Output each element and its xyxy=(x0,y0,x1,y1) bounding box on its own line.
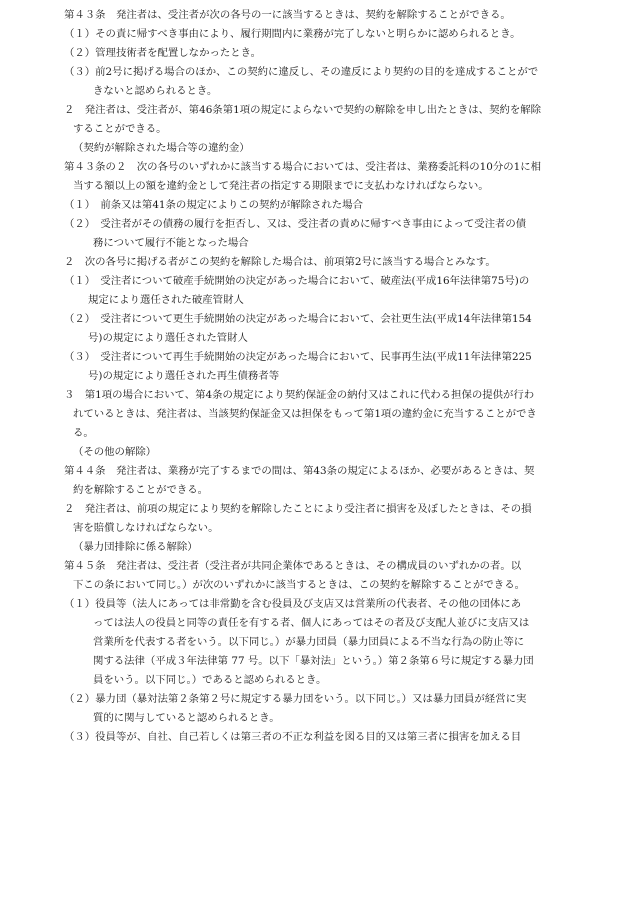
article-45-heading-cont: 下この条において同じ。）が次のいずれかに該当するときは、この契約を解除することができる。 xyxy=(73,579,525,591)
article-43-2-item-2: （２） 受注者がその債務の履行を拒否し、又は、受注者の責めに帰すべき事由によって受注者の債 xyxy=(64,218,527,230)
article-43-2-item-2-cont: 務について履行不能となった場合 xyxy=(93,237,249,249)
article-43-2-para-3-cont: れているときは、発注者は、当該契約保証金又は担保をもって第1項の違約金に充当することができ xyxy=(73,408,537,420)
article-43-2-para-2-item-2-cont: 号)の規定により選任された管財人 xyxy=(88,332,248,344)
article-44-heading: 第４４条 発注者は、業務が完了するまでの間は、第43条の規定によるほか、必要があるときは、契 xyxy=(64,465,535,477)
article-44-para-2: ２ 発注者は、前項の規定により契約を解除したことにより受注者に損害を及ぼしたときは、その損 xyxy=(64,503,532,515)
article-43-item-2: （２）管理技術者を配置しなかったとき。 xyxy=(64,47,262,59)
article-43-2-para-2-item-3: （３） 受注者について再生手続開始の決定があった場合において、民事再生法(平成11年法律第225 xyxy=(64,351,532,363)
article-43-item-3: （３）前2号に掲げる場合のほか、この契約に違反し、その違反により契約の目的を達成することがで xyxy=(64,66,539,78)
article-43-heading: 第４３条 発注者は、受注者が次の各号の一に該当するときは、契約を解除することができる。 xyxy=(64,9,511,21)
section-caption-gang-exclusion: （暴力団排除に係る解除） xyxy=(73,541,198,553)
article-45-item-1-cont-2: 営業所を代表する者をいう。以下同じ。）が暴力団員（暴力団員による不当な行為の防止等に xyxy=(93,636,525,648)
article-43-item-3-cont: きないと認められるとき。 xyxy=(93,85,218,97)
article-43-2-para-2-item-1-cont: 規定により選任された破産管財人 xyxy=(88,294,244,306)
article-45-item-1-cont-4: 員をいう。以下同じ。）であると認められるとき。 xyxy=(93,674,327,686)
section-caption-other-cancellation: （その他の解除） xyxy=(73,446,157,458)
article-45-item-1-cont-3: 関する法律（平成３年法律第 77 号。以下「暴対法」という。）第２条第６号に規定する暴力団 xyxy=(93,655,534,667)
article-43-2-para-2: ２ 次の各号に掲げる者がこの契約を解除した場合は、前項第2号に該当する場合とみなす。 xyxy=(64,256,496,268)
article-43-item-1: （１）その責に帰すべき事由により、履行期間内に業務が完了しないと明らかに認められるとき。 xyxy=(64,28,521,40)
article-45-item-1-cont-1: っては法人の役員と同等の責任を有する者、個人にあってはその者及び支配人並びに支店又は xyxy=(93,617,530,629)
article-43-2-heading: 第４３条の２ 次の各号のいずれかに該当する場合においては、受注者は、業務委託料の10分の1に相 xyxy=(64,161,542,173)
article-45-heading: 第４５条 発注者は、受注者（受注者が共同企業体であるときは、その構成員のいずれかの者。以 xyxy=(64,560,522,572)
article-43-2-heading-cont: 当する額以上の額を違約金として発注者の指定する期限までに支払わなければならない。 xyxy=(73,180,489,192)
article-45-item-2: （２）暴力団（暴対法第２条第２号に規定する暴力団をいう。以下同じ。）又は暴力団員が経営に実 xyxy=(64,693,527,705)
article-43-para-2-cont: することができる。 xyxy=(73,123,167,135)
article-43-2-para-3-cont-2: る。 xyxy=(73,427,94,439)
article-45-item-2-cont: 質的に関与していると認められるとき。 xyxy=(93,712,280,724)
article-44-heading-cont: 約を解除することができる。 xyxy=(73,484,209,496)
article-45-item-3: （３）役員等が、自社、自己若しくは第三者の不正な利益を図る目的又は第三者に損害を加える目 xyxy=(64,731,522,743)
article-44-para-2-cont: 害を賠償しなければならない。 xyxy=(73,522,219,534)
article-45-item-1: （１）役員等（法人にあっては非常勤を含む役員及び支店又は営業所の代表者、その他の団体にあ xyxy=(64,598,522,610)
article-43-para-2: ２ 発注者は、受注者が、第46条第1項の規定によらないで契約の解除を申し出たときは、契約を解除 xyxy=(64,104,542,116)
article-43-2-para-2-item-3-cont: 号)の規定により選任された再生債務者等 xyxy=(88,370,280,382)
section-caption-penalty: （契約が解除された場合等の違約金） xyxy=(73,142,250,154)
article-43-2-para-3: ３ 第1項の場合において、第4条の規定により契約保証金の納付又はこれに代わる担保の提供が行わ xyxy=(64,389,535,401)
article-43-2-para-2-item-1: （１） 受注者について破産手続開始の決定があった場合において、破産法(平成16年法律第75号)の xyxy=(64,275,530,287)
article-43-2-item-1: （１） 前条又は第41条の規定によりこの契約が解除された場合 xyxy=(64,199,363,211)
article-43-2-para-2-item-2: （２） 受注者について更生手続開始の決定があった場合において、会社更生法(平成14年法律第154 xyxy=(64,313,532,325)
